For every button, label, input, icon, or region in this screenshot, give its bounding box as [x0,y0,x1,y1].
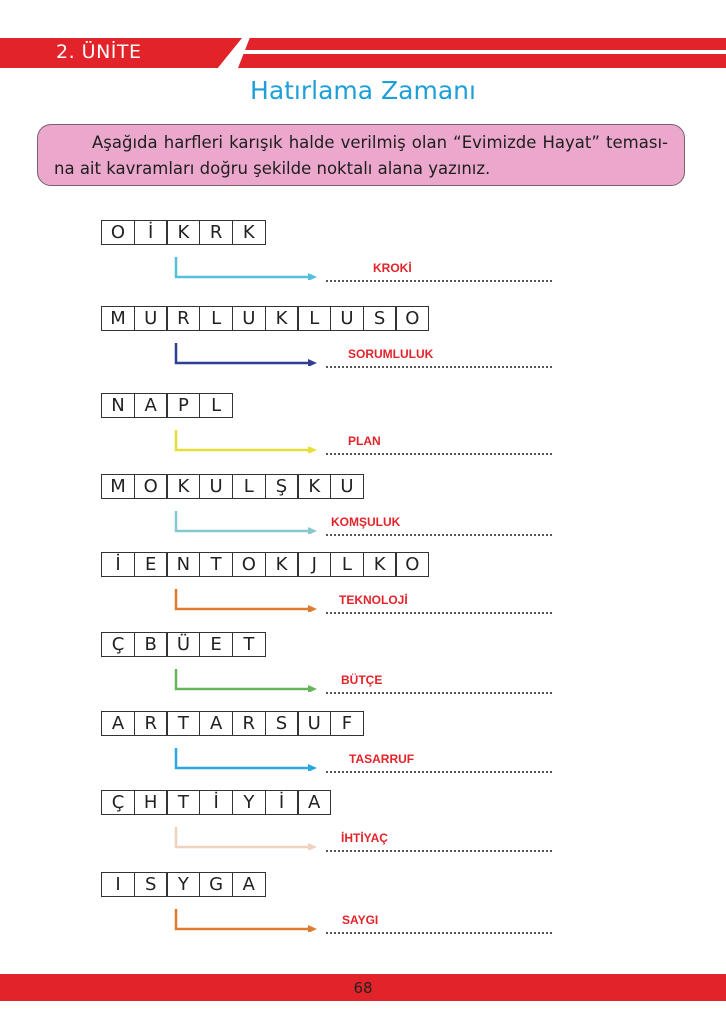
letter-row [101,552,429,577]
letter-box: H [134,790,168,815]
letter-box: K [297,474,331,499]
letter-box: J [297,552,331,577]
answer-text: PLAN [348,434,381,448]
letter-box: U [199,474,233,499]
page-number: 68 [353,979,373,997]
letter-box: P [166,393,200,418]
letter-box: İ [199,790,233,815]
letter-box: I [101,872,135,897]
letter-box: R [232,711,266,736]
letter-box: U [134,306,168,331]
letter-box: E [134,552,168,577]
letter-box: K [265,552,299,577]
letter-box: M [101,474,135,499]
arrow-icon [172,908,318,932]
letter-box: T [232,632,266,657]
letter-box: M [101,306,135,331]
page-title: Hatırlama Zamanı [250,76,476,105]
letter-box: B [134,632,168,657]
answer-text: TEKNOLOJİ [339,593,408,607]
letter-box: K [232,220,266,245]
letter-box: U [330,474,364,499]
letter-box: İ [134,220,168,245]
letter-box: Ş [265,474,299,499]
answer-text: İHTİYAÇ [341,831,388,845]
letter-row [101,393,233,418]
letter-row [101,220,266,245]
answer-text: TASARRUF [349,752,415,766]
arrow-icon [172,826,318,850]
instruction-box: Aşağıda harfleri karışık halde verilmiş olan “Evimizde Hayat” temasına ait kavramları doğru şekilde noktalı alana yazınız. [37,124,685,186]
letter-box: U [330,306,364,331]
arrow-icon [172,588,318,612]
letter-box: F [330,711,364,736]
letter-box: L [297,306,331,331]
answer-dotted-line[interactable] [326,534,552,536]
letter-box: İ [265,790,299,815]
letter-box: K [166,474,200,499]
answer-dotted-line[interactable] [326,932,552,934]
letter-box: K [363,552,397,577]
letter-box: O [101,220,135,245]
letter-box: A [134,393,168,418]
arrow-icon [172,256,318,280]
answer-text: KOMŞULUK [331,515,401,529]
letter-box: Ç [101,632,135,657]
letter-box: L [199,306,233,331]
letter-box: T [199,552,233,577]
letter-box: Ç [101,790,135,815]
letter-box: L [232,474,266,499]
letter-row [101,306,429,331]
letter-box: R [199,220,233,245]
letter-box: Ü [166,632,200,657]
letter-box: K [166,220,200,245]
answer-text: SORUMLULUK [348,347,434,361]
letter-row [101,711,364,736]
letter-box: E [199,632,233,657]
answer-dotted-line[interactable] [326,366,552,368]
arrow-icon [172,668,318,692]
letter-box: R [166,306,200,331]
letter-box: S [363,306,397,331]
letter-box: N [166,552,200,577]
letter-box: A [199,711,233,736]
answer-dotted-line[interactable] [326,280,552,282]
letter-box: N [101,393,135,418]
arrow-icon [172,429,318,453]
letter-box: Y [232,790,266,815]
letter-box: G [199,872,233,897]
letter-box: O [395,552,429,577]
unit-label: 2. ÜNİTE [56,41,142,63]
answer-dotted-line[interactable] [326,692,552,694]
answer-dotted-line[interactable] [326,771,552,773]
letter-box: O [232,552,266,577]
arrow-icon [172,342,318,366]
answer-dotted-line[interactable] [326,850,552,852]
letter-box: A [232,872,266,897]
letter-box: L [199,393,233,418]
letter-row [101,632,266,657]
letter-box: K [265,306,299,331]
arrow-icon [172,747,318,771]
letter-box: İ [101,552,135,577]
letter-box: O [395,306,429,331]
answer-text: KROKİ [373,261,412,275]
letter-box: T [166,711,200,736]
letter-box: Y [166,872,200,897]
answer-dotted-line[interactable] [326,453,552,455]
answer-text: BÜTÇE [341,673,383,687]
letter-row [101,790,331,815]
letter-box: R [134,711,168,736]
letter-box: A [297,790,331,815]
letter-box: U [297,711,331,736]
letter-box: S [134,872,168,897]
letter-box: O [134,474,168,499]
arrow-icon [172,510,318,534]
letter-box: A [101,711,135,736]
answer-dotted-line[interactable] [326,612,552,614]
letter-box: S [265,711,299,736]
letter-box: U [232,306,266,331]
header-stripe [240,50,726,54]
answer-text: SAYGI [342,913,379,927]
letter-box: L [330,552,364,577]
letter-row [101,474,364,499]
letter-row [101,872,266,897]
letter-box: T [166,790,200,815]
